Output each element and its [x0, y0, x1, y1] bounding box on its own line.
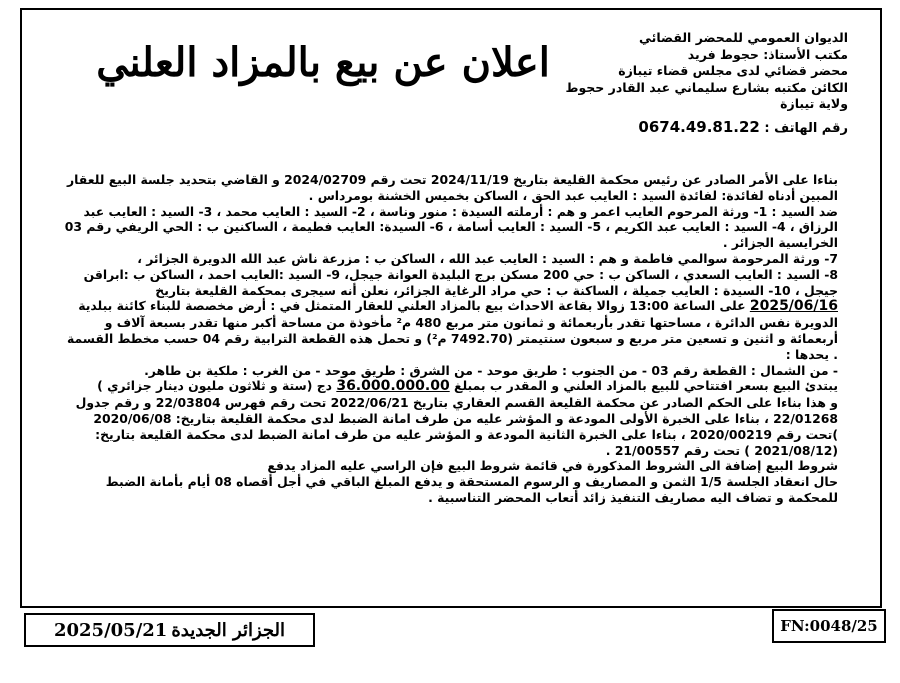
paragraph-other-parties: 8- السيد : العايب السعدي ، الساكن ب : حي 200 مسكن برج البليدة العوانة جيجل، 9- السيد :العايب احمد ، الساكن ب :ابراقن جيجل ، 10- السيدة : العايب جميلة ، الساكنة ب : حي مراد الرغاية الجزائر، نعلن أنه سيجرى بمحكمة القليعة بتاريخ	[83, 266, 838, 298]
publication-date: 2025/05/21	[53, 619, 168, 641]
paragraph-boundaries: - من الشمال : القطعة رقم 03 - من الجنوب : طريق موحد - من الشرق : طريق موحد - من الغرب : ملكية بن طاهر.	[144, 362, 838, 378]
property-description: على الساعة 13:00 زوالا بقاعة الاحداث بيع بالمزاد العلني للعقار المتمثل في : أرض مخصصة للبناء كائنة ببلدية الدويرة نفس الدائرة ، مساحتها تقدر بأربعمائة و ثمانون متر مربع 480 م² مأخوذة من مساحة أكبر منها تقدر بسبعة آلاف و أربعمائة و اثنين و تسعين متر مربع و سبعون سنتيمتر (7492.70 م²) و تحمل هذه القطعة الترابية رقم 04 حسب مخطط القسمة . يحدها :	[66, 298, 838, 362]
paragraph-opening-price: يبتدئ البيع بسعر افتتاحي للبيع بالمزاد العلني و المقدر ب بمبلغ 36.000.000.00 دج (ستة و ثلاثون مليون دينار جزائري )	[97, 378, 838, 395]
auction-date: 2025/06/16	[749, 298, 838, 315]
paragraph-payment: حال انعقاد الجلسة 1/5 الثمن و المصاريف و الرسوم المستحقة و يدفع المبلغ الباقي في أجل أقصاه 08 أيام بأمانة الضبط للمحكمة و تضاف اليه مصاريف التنفيذ زائد أتعاب المحضر التناسبية .	[105, 474, 838, 505]
phone-number: 0674.49.81.22	[638, 117, 760, 136]
paragraph-defendants: ضد السيد : 1- ورثة المرحوم العايب اعمر و هم : أرملته السيدة : منور وناسة ، 2- السيد : العايب محمد ، 3- السيد : العايب عبد الرزاق ، 4- السيد : العايب عبد الكريم ، 5- السيد : العايب أسامة ، 6- السيدة: العايب فطيمة ، الساكنين ب : الحي الريفي رقم 03 الخرايسية الجزائر .	[64, 203, 838, 251]
office-line-3: محضر قضائي لدى مجلس قضاء تيبازة	[618, 63, 848, 78]
fn-reference-box	[772, 609, 886, 643]
office-phone	[548, 119, 848, 138]
office-line-5: ولاية تيبازة	[780, 96, 848, 111]
paragraph-heirs: 7- ورثة المرحومة سوالمي فاطمة و هم : السيد : العايب عبد الله ، الساكن ب : مزرعة ناش عبد الله الدويرة الجزائر ،	[137, 250, 838, 266]
newspaper-date-box	[24, 613, 315, 647]
opening-price-amount: 36.000.000.00	[336, 378, 450, 395]
paragraph-property	[58, 298, 838, 362]
notice-headline: اعلان عن بيع بالمزاد العلني	[96, 39, 550, 86]
office-line-2: مكتب الأستاذ: حجوط فريد	[687, 46, 848, 62]
newspaper-name: الجزائر الجديدة	[171, 619, 286, 641]
office-line-4: الكائن مكتبه بشارع سليماني عبد القادر حجوط	[565, 79, 848, 95]
office-line-1: الديوان العمومي للمحضر القضائي	[639, 30, 848, 45]
bailiff-office-header	[548, 30, 848, 137]
notice-body	[58, 172, 838, 506]
paragraph-order: بناءا على الأمر الصادر عن رئيس محكمة القليعة بتاريخ 2024/11/19 تحت رقم 2024/02709 و القاضي بتحديد جلسة البيع للعقار المبين أدناه لفائدة: لفائدة السيد : العايب عبد الحق ، الساكن بخميس الخشنة بومرداس .	[67, 172, 838, 203]
paragraph-conditions: شروط البيع إضافة الى الشروط المذكورة في قائمة شروط البيع فإن الراسي عليه المزاد يدفع	[267, 458, 838, 474]
fn-reference: FN:0048/25	[780, 617, 878, 635]
paragraph-judgment: و هذا بناءا على الحكم الصادر عن محكمة القليعة القسم العقاري بتاريخ 2022/06/21 تحت رقم فهرس 22/03804 و رقم جدول 22/01268 ، بناءا على الخبرة الأولى المودعة و المؤشر عليه من طرف امانة الضبط لدى محكمة القليعة بتاريخ: 2020/06/08 )تحت رقم 2020/00219 ، بناءا على الخبرة الثانية المودعة و المؤشر عليه من طرف امانة الضبط لدى محكمة القليعة بتاريخ: (2021/08/12 ) تحت رقم 21/00557 .	[75, 395, 838, 458]
phone-label: رقم الهاتف :	[764, 120, 848, 136]
